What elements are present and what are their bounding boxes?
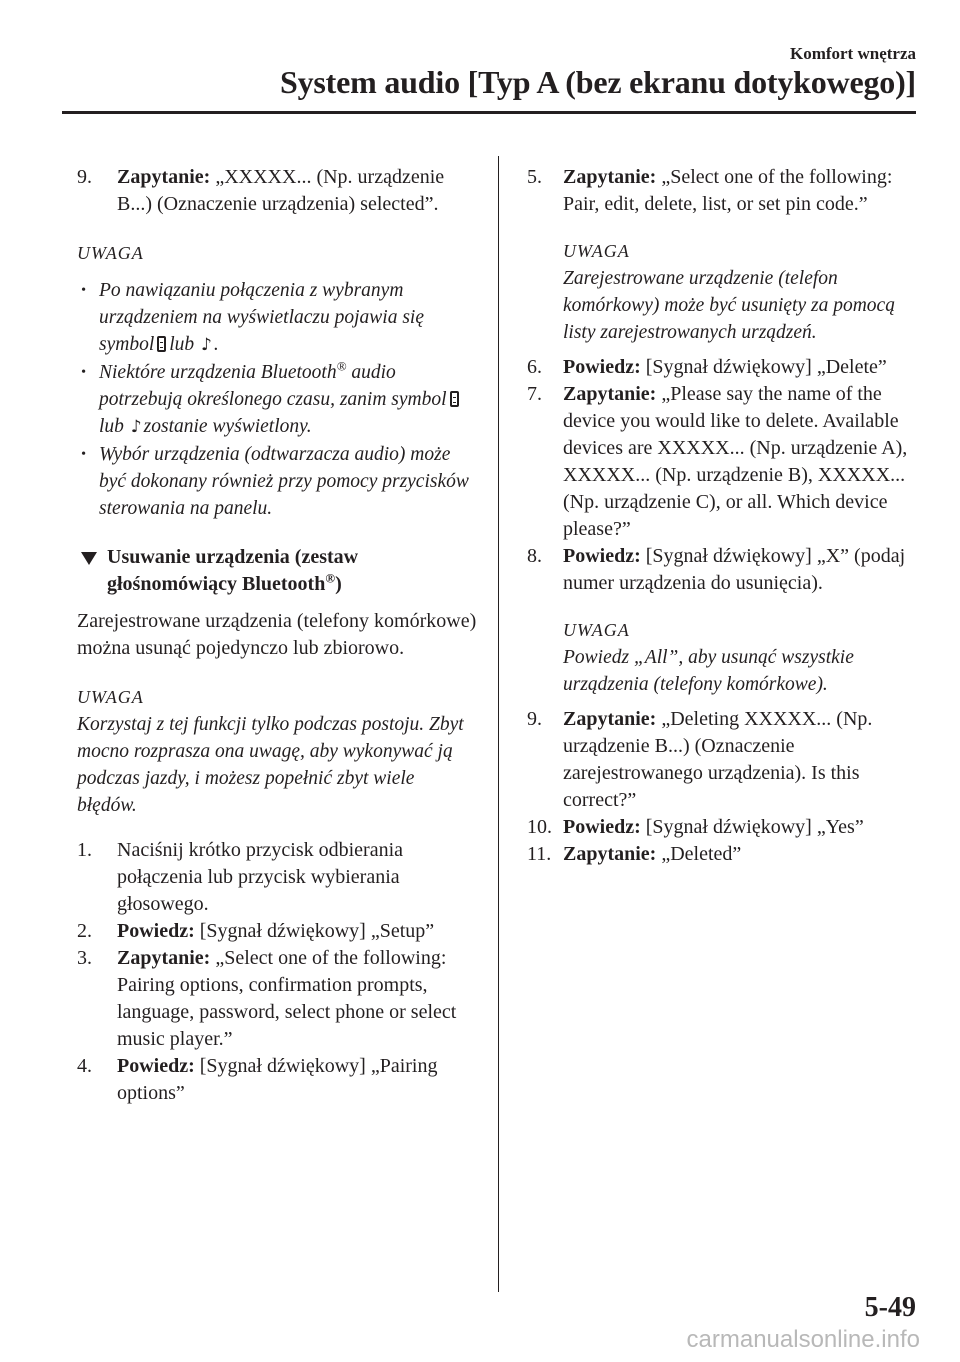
- step-text: [563, 841, 922, 868]
- note-bullets: [77, 277, 477, 522]
- note-text: Zarejestrowane urządzenie (telefon komórkowy) może być usunięty za pomocą listy zarejestrowanych urządzeń.: [563, 268, 895, 343]
- intro-paragraph: Zarejestrowane urządzenia (telefony komórkowe) można usunąć pojedynczo lub zbiorowo.: [77, 610, 477, 659]
- step-1: [77, 837, 477, 918]
- step-text: [117, 918, 477, 945]
- step-text: [117, 945, 477, 1053]
- step-label: Powiedz:: [563, 545, 641, 567]
- bullet-item: [77, 359, 477, 441]
- bullet-item: [77, 277, 477, 359]
- step-label: Powiedz:: [563, 816, 641, 838]
- step-list: [77, 837, 477, 1107]
- phone-icon: [157, 336, 166, 352]
- registered-mark: ®: [325, 570, 336, 586]
- right-column: [527, 164, 922, 868]
- step-number: 3.: [77, 947, 92, 969]
- step-number: 9.: [77, 166, 92, 188]
- triangle-down-icon: [81, 552, 97, 565]
- bullet-dot: •: [81, 365, 86, 380]
- step-number: 7.: [527, 383, 542, 405]
- step-text: [563, 814, 922, 841]
- step-number: 1.: [77, 839, 92, 861]
- section-heading: [77, 544, 477, 598]
- step-body: Naciśnij krótko przycisk odbierania połączenia lub przycisk wybierania głosowego.: [117, 839, 404, 915]
- column-divider: [498, 156, 499, 1292]
- step-number: 2.: [77, 920, 92, 942]
- step-body: [Sygnał dźwiękowy] „Delete”: [645, 356, 887, 378]
- step-label: Zapytanie:: [117, 166, 211, 188]
- bullet-dot: •: [81, 447, 86, 462]
- section-label: Komfort wnętrza: [789, 44, 916, 63]
- step-number: 6.: [527, 356, 542, 378]
- step-label: Zapytanie:: [563, 166, 657, 188]
- note-heading: UWAGA: [77, 687, 144, 707]
- step-body: [Sygnał dźwiękowy] „X” (podaj numer urządzenia do usunięcia).: [563, 545, 906, 594]
- note-heading: UWAGA: [563, 620, 630, 640]
- step-number: 5.: [527, 166, 542, 188]
- step-11: [527, 841, 922, 868]
- step-number: 10.: [527, 816, 552, 838]
- step-10: [527, 814, 922, 841]
- header-rule: [62, 111, 916, 114]
- bullet-text-part: lub: [99, 416, 124, 437]
- step-text: [117, 1053, 477, 1107]
- step-body: [Sygnał dźwiękowy] „Pairing options”: [117, 1055, 438, 1104]
- step-text: [563, 706, 922, 814]
- page-title: System audio [Typ A (bez ekranu dotykowego)]: [280, 64, 916, 100]
- music-note-icon: ♪: [201, 335, 212, 355]
- step-body: „Deleting XXXXX... (Np. urządzenie B...) (Oznaczenie zarejestrowanego urządzenia). Is this correct?”: [563, 708, 873, 811]
- step-3: [77, 945, 477, 1053]
- step-text: [117, 164, 477, 218]
- bullet-text-part: Po nawiązaniu połączenia z wybranym urządzeniem na wyświetlaczu pojawia się symbol: [99, 280, 424, 355]
- music-note-icon: ♪: [130, 417, 142, 437]
- step-body: [Sygnał dźwiękowy] „Yes”: [645, 816, 864, 838]
- step-body: [Sygnał dźwiękowy] „Setup”: [199, 920, 435, 942]
- step-text: [563, 354, 922, 381]
- heading-text-part: ): [335, 573, 342, 595]
- note-heading: UWAGA: [77, 243, 144, 263]
- bullet-text: Wybór urządzenia (odtwarzacza audio) może być dokonany również przy pomocy przycisków sterowania na panelu.: [99, 444, 469, 519]
- step-5: [527, 164, 922, 218]
- watermark: carmanualsonline.info: [686, 1326, 920, 1353]
- bullet-text-part: audio potrzebują określonego czasu, zanim symbol: [99, 362, 447, 410]
- note-text: Powiedz „All”, aby usunąć wszystkie urządzenia (telefony komórkowe).: [563, 647, 854, 695]
- section-heading-text: [107, 544, 477, 598]
- step-8: [527, 543, 922, 597]
- step-text: [563, 381, 922, 543]
- step-9-right: [527, 706, 922, 814]
- bullet-item: [77, 441, 477, 522]
- bullet-text-part: Niektóre urządzenia Bluetooth: [99, 362, 337, 383]
- step-6: [527, 354, 922, 381]
- bullet-text: [99, 359, 477, 441]
- step-text: [563, 164, 922, 218]
- bullet-text: [99, 277, 477, 359]
- step-body: „Select one of the following: Pair, edit, delete, list, or set pin code.”: [563, 166, 893, 215]
- heading-text-part: Usuwanie urządzenia (zestaw głośnomówiący Bluetooth: [107, 546, 359, 595]
- step-4: [77, 1053, 477, 1107]
- bullet-text-part: .: [213, 334, 219, 355]
- step-number: 4.: [77, 1055, 92, 1077]
- page-number: 5-49: [864, 1292, 916, 1323]
- bullet-text-part: zostanie wyświetlony.: [143, 416, 312, 437]
- left-column: [77, 164, 477, 1107]
- step-9-left: [77, 164, 477, 218]
- registered-mark: ®: [336, 358, 347, 374]
- step-7: [527, 381, 922, 543]
- bullet-dot: •: [81, 283, 86, 298]
- step-label: Zapytanie:: [563, 843, 657, 865]
- step-number: 9.: [527, 708, 542, 730]
- note-heading: UWAGA: [563, 241, 630, 261]
- bullet-text-part: lub: [169, 334, 195, 355]
- step-label: Zapytanie:: [117, 947, 211, 969]
- step-body: „XXXXX... (Np. urządzenie B...) (Oznaczenie urządzenia) selected”.: [117, 166, 445, 215]
- step-number: 8.: [527, 545, 542, 567]
- note-text: Korzystaj z tej funkcji tylko podczas postoju. Zbyt mocno rozprasza ona uwagę, aby wykonywać ją podczas jazdy, i możesz popełnić zbyt wiele błędów.: [77, 714, 464, 816]
- step-label: Zapytanie:: [563, 708, 657, 730]
- step-label: Powiedz:: [563, 356, 641, 378]
- step-body: „Please say the name of the device you would like to delete. Available devices are XXXXX... (Np. urządzenie A), XXXXX... (Np. urządzenie B), XXXXX... (Np. urządzenie C), or all. Which device please?”: [563, 383, 908, 540]
- step-body: „Select one of the following: Pairing options, confirmation prompts, language, password, select phone or select music player.”: [117, 947, 457, 1050]
- step-body: „Deleted”: [661, 843, 742, 865]
- step-label: Zapytanie:: [563, 383, 657, 405]
- step-2: [77, 918, 477, 945]
- step-label: Powiedz:: [117, 920, 195, 942]
- step-text: [563, 543, 922, 597]
- phone-icon: [450, 391, 459, 407]
- step-label: Powiedz:: [117, 1055, 195, 1077]
- step-number: 11.: [527, 843, 552, 865]
